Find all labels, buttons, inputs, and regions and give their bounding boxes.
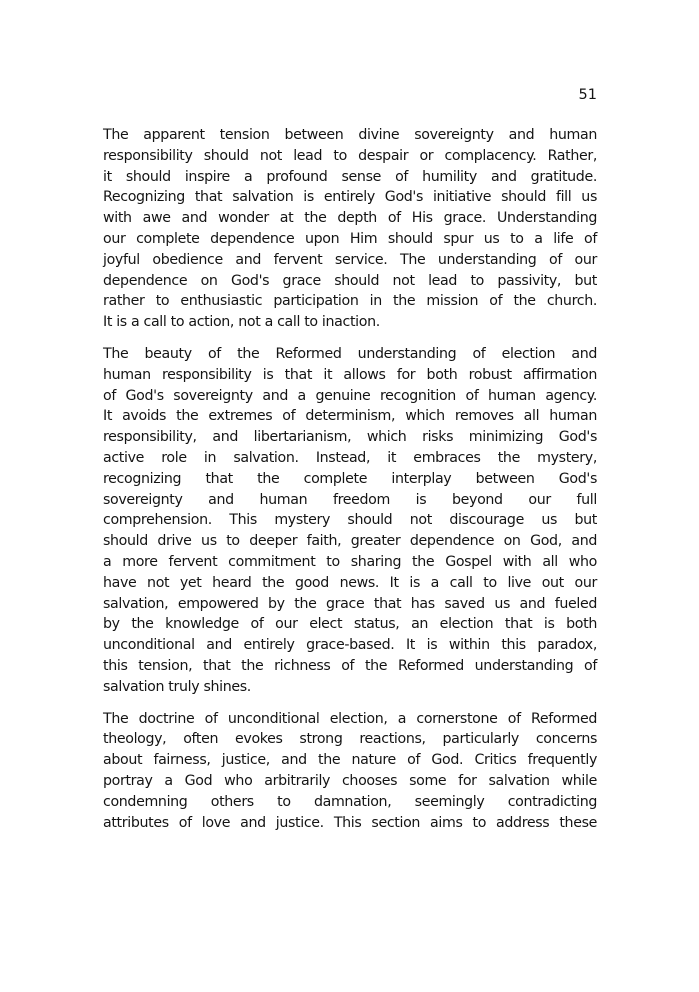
text-line: with awe and wonder at the depth of His grace. Understanding	[103, 210, 597, 227]
page-body	[103, 125, 597, 844]
text-line: Recognizing that salvation is entirely God's initiative should fill us	[103, 189, 597, 206]
text-line: sovereignty and human freedom is beyond our full	[103, 491, 597, 508]
text-line: it should inspire a profound sense of humility and gratitude.	[103, 168, 597, 185]
text-line: It is a call to action, not a call to inaction.	[103, 314, 380, 331]
paragraph-2	[103, 344, 597, 698]
text-line: recognizing that the complete interplay between God's	[103, 470, 597, 487]
text-line: a more fervent commitment to sharing the Gospel with all who	[103, 553, 597, 570]
text-line: condemning others to damnation, seemingly contradicting	[103, 793, 597, 810]
text-line: The beauty of the Reformed understanding of election and	[103, 345, 597, 362]
text-line: comprehension. This mystery should not discourage us but	[103, 512, 597, 529]
text-line: rather to enthusiastic participation in the mission of the church.	[103, 293, 597, 310]
text-line: should drive us to deeper faith, greater dependence on God, and	[103, 533, 597, 550]
text-line: have not yet heard the good news. It is a call to live out our	[103, 574, 597, 591]
text-line: human responsibility is that it allows for both robust affirmation	[103, 366, 597, 383]
text-line: unconditional and entirely grace-based. It is within this paradox,	[103, 637, 597, 654]
text-line: salvation truly shines.	[103, 678, 251, 695]
text-line: The doctrine of unconditional election, a cornerstone of Reformed	[103, 710, 597, 727]
text-line: this tension, that the richness of the Reformed understanding of	[103, 657, 597, 674]
text-line: about fairness, justice, and the nature of God. Critics frequently	[103, 752, 597, 769]
text-line: attributes of love and justice. This section aims to address these	[103, 814, 597, 831]
text-line: dependence on God's grace should not lead to passivity, but	[103, 272, 597, 289]
text-line: active role in salvation. Instead, it embraces the mystery,	[103, 449, 597, 466]
text-line: of God's sovereignty and a genuine recognition of human agency.	[103, 387, 597, 404]
text-line: responsibility should not lead to despair or complacency. Rather,	[103, 147, 597, 164]
page-number: 51	[578, 87, 597, 103]
text-line: responsibility, and libertarianism, which risks minimizing God's	[103, 429, 597, 446]
text-line: salvation, empowered by the grace that has saved us and fueled	[103, 595, 597, 612]
text-line: by the knowledge of our elect status, an election that is both	[103, 616, 597, 633]
paragraph-3	[103, 709, 597, 834]
paragraph-1	[103, 125, 597, 333]
text-line: The apparent tension between divine sovereignty and human	[103, 127, 597, 143]
text-line: joyful obedience and fervent service. The understanding of our	[103, 251, 597, 268]
text-line: theology, often evokes strong reactions, particularly concerns	[103, 731, 597, 748]
text-line: our complete dependence upon Him should spur us to a life of	[103, 230, 597, 247]
text-line: It avoids the extremes of determinism, which removes all human	[103, 408, 597, 425]
text-line: portray a God who arbitrarily chooses some for salvation while	[103, 772, 597, 789]
